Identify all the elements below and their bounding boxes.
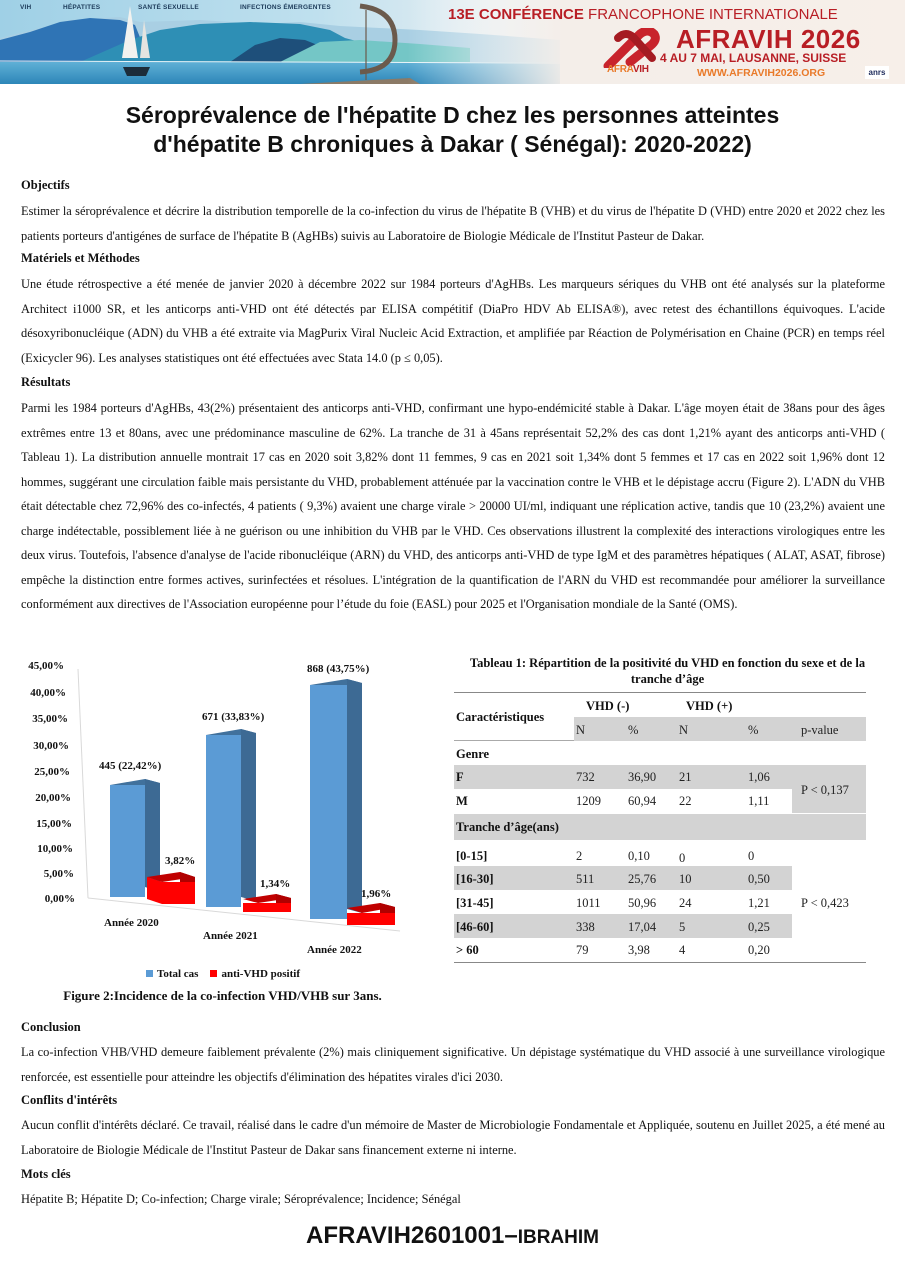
text-conclusion: La co-infection VHB/VHD demeure faiblement prévalente (2%) mais cliniquement significative. Un dépistage systématique du VHD associé à une surveillance virologique renforcée, est essentielle pour atteindre les objectifs d'élimination des hépatites virales d'ici 2030. xyxy=(21,1045,885,1084)
row-f-pct-neg: 36,90 xyxy=(628,770,657,784)
row-0-15-n-neg: 2 xyxy=(576,849,583,863)
event-website-link[interactable]: WWW.AFRAVIH2026.ORG xyxy=(697,67,826,79)
event-name: AFRAVIH 2026 xyxy=(676,24,861,54)
event-dates-location: 4 AU 7 MAI, LAUSANNE, SUISSE xyxy=(660,51,847,65)
text-conflits: Aucun conflit d'intérêts déclaré. Ce travail, réalisé dans le cadre d'un mémoire de Master de Microbiologie Fondamentale et Appliquée, soutenu en Juillet 2025, a été mené au Laboratoire de Biologie Médicale de l'Institut Pasteur de Dakar sans financement externe ni interne. xyxy=(21,1118,885,1157)
row-46-60-pct-neg: 17,04 xyxy=(628,920,657,934)
data-label-anti-vhd-2020: 3,82% xyxy=(165,855,196,867)
x-category-2020: Année 2020 xyxy=(104,917,159,929)
table-caption-line-1: Tableau 1: Répartition de la positivité du VHD en fonction du sexe et de la xyxy=(469,656,866,670)
x-category-2021: Année 2021 xyxy=(203,930,258,942)
row-46-60-label: [46-60] xyxy=(456,920,494,934)
row-m-label: M xyxy=(456,794,468,808)
heading-resultats: Résultats xyxy=(21,375,71,389)
heading-conclusion: Conclusion xyxy=(21,1020,81,1034)
row-0-15-label: [0-15] xyxy=(456,849,488,863)
y-tick: 25,00% xyxy=(34,766,70,778)
chart-legend xyxy=(146,968,300,980)
poster-author: IBRAHIM xyxy=(517,1227,599,1248)
topic-hepatites: HÉPATITES xyxy=(63,4,101,11)
afravih-logo-label xyxy=(607,64,649,75)
row-m-pct-neg: 60,94 xyxy=(628,794,657,808)
legend-label: Total cas xyxy=(157,968,199,980)
conference-rest: FRANCOPHONE INTERNATIONALE xyxy=(588,6,838,23)
header-n-neg: N xyxy=(576,723,586,737)
row-f-n-pos: 21 xyxy=(679,770,692,784)
bar-total-2021 xyxy=(206,729,256,907)
row-0-15-n-pos: 0 xyxy=(679,851,686,865)
title-line-2: d'hépatite B chroniques à Dakar ( Sénégal): 2020-2022) xyxy=(153,131,752,157)
y-tick: 5,00% xyxy=(43,868,74,880)
row-31-45-pct-pos: 1,21 xyxy=(748,896,770,910)
red-ribbon-icon xyxy=(600,28,660,68)
legend-item-total xyxy=(146,968,198,980)
topic-infections-emergentes: INFECTIONS ÉMERGENTES xyxy=(240,4,331,11)
table-top-rule xyxy=(454,692,866,693)
legend-swatch-red-icon xyxy=(210,970,217,977)
heading-conflits: Conflits d'intérêts xyxy=(21,1093,118,1107)
data-label-total-2022: 868 (43,75%) xyxy=(307,663,370,675)
heading-mots-cles: Mots clés xyxy=(21,1167,71,1181)
data-label-total-2020: 445 (22,42%) xyxy=(99,760,162,772)
row-f-n-neg: 732 xyxy=(576,770,595,784)
heading-methodes: Matériels et Méthodes xyxy=(21,251,140,265)
row-over-60-label: > 60 xyxy=(456,943,479,957)
data-label-anti-vhd-2022: 1,96% xyxy=(361,888,392,900)
header-n-pos: N xyxy=(679,723,689,737)
row-m-pct-pos: 1,11 xyxy=(748,794,770,808)
header-pvalue: p-value xyxy=(801,723,839,737)
text-methodes: Une étude rétrospective a été menée de janvier 2020 à décembre 2022 sur 1984 porteurs d'AgHBs. Les marqueurs sériques du VHB ont été analysés sur la plateforme Architect i1000 SR, et les anticorps anti-VHD ont été détectés par ELISA compétitif (DiaPro HDV Ab ELISA®), avec retest des échantillons équivoques. L'acide désoxyribonucléique (ADN) du VHB a été extraite via MagPurix Viral Nucleic Acid Extraction, et amplifiée par Réaction de Polymérisation en Chaine (PCR) en temps réel (Exicycler 96). Les analyses statistiques ont été effectuées avec Stata 14.0 (p ≤ 0,05). xyxy=(21,277,885,365)
banner-topics xyxy=(0,4,440,16)
poster-code: AFRAVIH2601001– xyxy=(306,1222,518,1249)
table-bottom-rule xyxy=(454,962,866,963)
section-label-genre: Genre xyxy=(456,747,490,761)
row-31-45-pct-neg: 50,96 xyxy=(628,896,657,910)
data-label-total-2021: 671 (33,83%) xyxy=(202,711,265,723)
data-label-anti-vhd-2021: 1,34% xyxy=(260,878,291,890)
header-group-vhd-neg: VHD (-) xyxy=(586,699,630,713)
row-46-60-n-neg: 338 xyxy=(576,920,595,934)
row-46-60-pct-pos: 0,25 xyxy=(748,920,770,934)
row-31-45-n-pos: 24 xyxy=(679,896,692,910)
row-16-30-pct-neg: 25,76 xyxy=(628,872,657,886)
topic-sante-sexuelle: SANTÉ SEXUELLE xyxy=(138,4,199,11)
section-label-age: Tranche d’âge(ans) xyxy=(456,820,559,834)
row-bg-16-30 xyxy=(454,866,792,890)
row-31-45-label: [31-45] xyxy=(456,896,494,910)
row-bg-46-60 xyxy=(454,914,792,938)
y-tick: 40,00% xyxy=(30,687,66,699)
bar-anti-vhd-2020 xyxy=(147,872,195,904)
y-tick: 45,00% xyxy=(28,660,64,672)
row-16-30-label: [16-30] xyxy=(456,872,494,886)
header-characteristics: Caractéristiques xyxy=(456,710,545,724)
row-46-60-n-pos: 5 xyxy=(679,920,686,934)
chart-plot-area xyxy=(0,655,430,1005)
legend-item-anti-vhd xyxy=(210,968,300,980)
bar-total-2022 xyxy=(310,679,362,919)
row-16-30-pct-pos: 0,50 xyxy=(748,872,770,886)
figure-caption: Figure 2:Incidence de la co-infection VHD/VHB sur 3ans. xyxy=(63,988,382,1003)
header-group-vhd-pos: VHD (+) xyxy=(686,699,733,713)
row-f-pct-pos: 1,06 xyxy=(748,770,770,784)
topic-vih: VIH xyxy=(20,4,32,11)
y-tick: 0,00% xyxy=(44,893,75,905)
row-16-30-n-pos: 10 xyxy=(679,872,692,886)
row-m-n-pos: 22 xyxy=(679,794,692,808)
heading-objectifs: Objectifs xyxy=(21,178,70,192)
y-tick: 20,00% xyxy=(35,792,71,804)
row-over-60-n-pos: 4 xyxy=(679,943,686,957)
figure-2-chart xyxy=(0,655,430,1005)
row-0-15-pct-pos: 0 xyxy=(748,849,755,863)
text-objectifs: Estimer la séroprévalence et décrire la distribution temporelle de la co-infection du virus de l'hépatite B (VHB) et du virus de l'hépatite D (VHD) entre 2020 et 2022 chez les patients porteurs d'antigénes de surface de l'hépatite B (AgHBs) suivis au Laboratoire de Biologie Médicale de l'Institut Pasteur de Dakar. xyxy=(21,204,885,243)
row-over-60-pct-neg: 3,98 xyxy=(628,943,650,957)
y-tick: 35,00% xyxy=(32,713,68,725)
row-f-label: F xyxy=(456,770,464,784)
conference-ordinal: 13E CONFÉRENCE xyxy=(448,6,584,23)
x-category-2022: Année 2022 xyxy=(307,944,362,956)
logo-label-vih: VIH xyxy=(632,64,649,75)
anrs-logo: anrs xyxy=(865,66,889,79)
legend-label: anti-VHD positif xyxy=(221,968,300,980)
poster-title xyxy=(0,101,905,159)
pvalue-age: P < 0,423 xyxy=(801,896,849,910)
row-over-60-pct-pos: 0,20 xyxy=(748,943,770,957)
poster-identifier xyxy=(0,1222,905,1250)
legend-swatch-blue-icon xyxy=(146,970,153,977)
table-caption-line-2: tranche d’âge xyxy=(630,672,705,686)
row-m-n-neg: 1209 xyxy=(576,794,601,808)
header-bottom-rule xyxy=(454,740,574,741)
header-pct-neg: % xyxy=(628,723,639,737)
pvalue-genre: P < 0,137 xyxy=(801,783,849,797)
row-31-45-n-neg: 1011 xyxy=(576,896,601,910)
text-mots-cles: Hépatite B; Hépatite D; Co-infection; Charge virale; Séroprévalence; Incidence; Sénégal xyxy=(21,1192,461,1206)
conference-banner xyxy=(0,0,905,84)
y-tick: 10,00% xyxy=(37,843,73,855)
row-16-30-n-neg: 511 xyxy=(576,872,595,886)
text-resultats: Parmi les 1984 porteurs d'AgHBs, 43(2%) présentaient des anticorps anti-VHD, confirmant une hypo-endémicité stable à Dakar. L'âge moyen était de 38ans pour des âges extrêmes entre 13 et 80ans, avec une prédominance masculine de 62%. La tranche de 31 à 45ans représentait 52,2% des cas dont 1,21% ayant des anticorps anti-VHD ( Tableau 1). La distribution annuelle montrait 17 cas en 2020 soit 3,82% dont 11 femmes, 9 cas en 2021 soit 1,34% dont 5 femmes et 17 cas en 2022 soit 1,96% dont 12 hommes, suggérant une circulation faible mais persistante du VHD, probablement atténuée par la vaccination contre le VHB et le dépistage accru (Figure 2). L'ADN du VHB était détectable chez 72,96% des co-infectés, 4 patients ( 9,3%) avaient une charge virale > 20000 UI/ml, indiquant une réplication active, tandis que 10 (23,2%) avaient une charge indétectable, possiblement liée à ne guérison ou une inhibition du VHB par le VHD. Ces observations illustrent la complexité des interactions virologiques entre les deux virus. Toutefois, l'absence d'analyse de l'acide ribonucléique (ARN) du VHD, des anticorps anti-VHD de type IgM et des paramètres hépatiques ( ALAT, ASAT, fibrose) empêche la distinction entre formes actives, surinfectées et résolues. L'intégration de la quantification de l'ARN du VHD est recommandée pour améliorer la surveillance conformément aux directives de l'Association européenne pour l’étude du foie (EASL) pour 2025 et l'Organisation mondiale de la Santé (OMS). xyxy=(21,401,885,611)
row-0-15-pct-neg: 0,10 xyxy=(628,849,650,863)
y-tick: 30,00% xyxy=(33,740,69,752)
table-caption xyxy=(430,655,905,687)
logo-label-afra: AFRA xyxy=(607,64,633,75)
y-tick: 15,00% xyxy=(36,818,72,830)
header-pct-pos: % xyxy=(748,723,759,737)
title-line-1: Séroprévalence de l'hépatite D chez les personnes atteintes xyxy=(125,102,780,128)
conference-name xyxy=(448,6,838,23)
row-over-60-n-neg: 79 xyxy=(576,943,589,957)
